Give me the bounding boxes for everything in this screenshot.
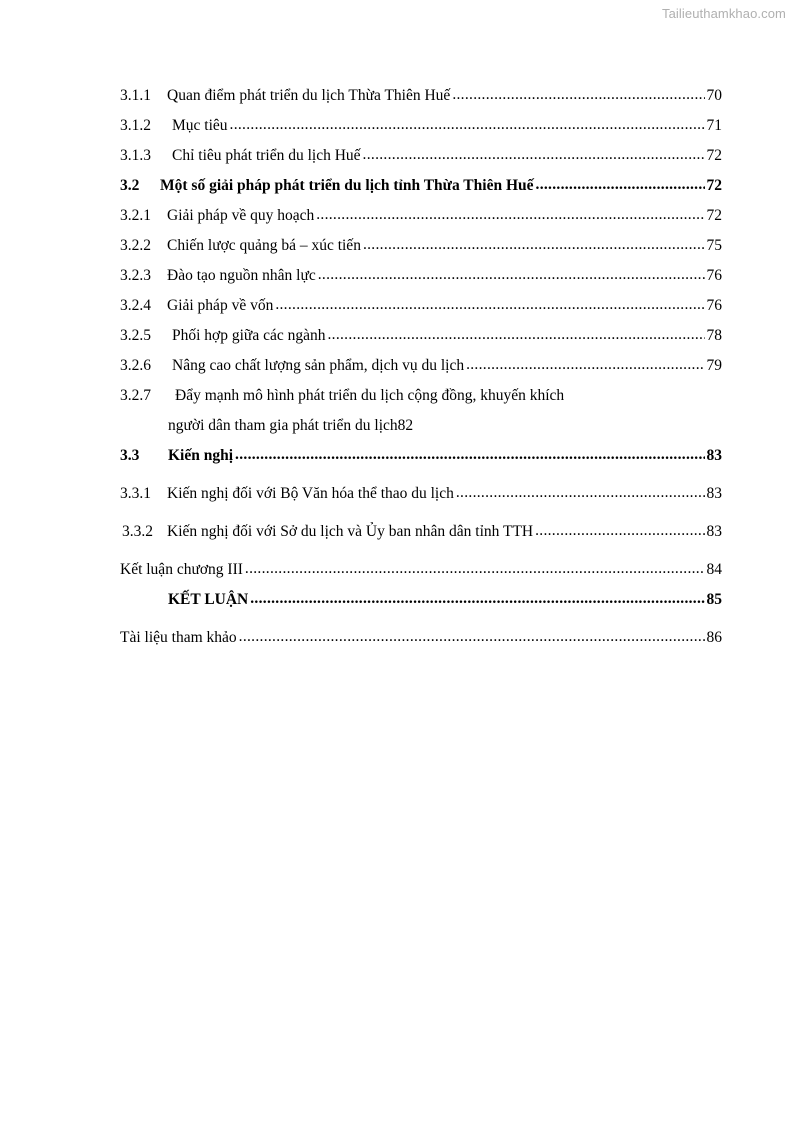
toc-entry-3-3-2[interactable] bbox=[122, 520, 722, 542]
toc-entry-page: 72 bbox=[706, 147, 722, 164]
dot-leader bbox=[327, 325, 704, 345]
dot-leader bbox=[250, 589, 704, 609]
toc-entry-title: KẾT LUẬN bbox=[168, 591, 249, 608]
toc-entry-page: 70 bbox=[706, 87, 722, 104]
toc-entry-page: 83 bbox=[706, 447, 722, 464]
toc-entry-number: 3.2.5 bbox=[120, 327, 151, 344]
toc-entry-page: 83 bbox=[706, 523, 722, 540]
dot-leader bbox=[452, 85, 704, 105]
dot-leader bbox=[535, 521, 704, 541]
toc-entry-number: 3.2.3 bbox=[120, 267, 151, 284]
toc-entry-page: 71 bbox=[706, 117, 722, 134]
toc-entry-page: 79 bbox=[706, 357, 722, 374]
toc-entry-title: Kết luận chương III bbox=[120, 561, 243, 578]
watermark-text: Tailieuthamkhao.com bbox=[661, 6, 786, 21]
dot-leader bbox=[245, 559, 705, 579]
toc-entry-title: Quan điểm phát triển du lịch Thừa Thiên Huế bbox=[167, 87, 451, 104]
toc-entry-3-2-6[interactable] bbox=[120, 354, 722, 376]
toc-entry-3-2-5[interactable] bbox=[120, 324, 722, 346]
dot-leader bbox=[536, 175, 705, 195]
toc-entry-3-1-3[interactable] bbox=[120, 144, 722, 166]
toc-entry-page: 84 bbox=[706, 561, 722, 578]
toc-entry-number: 3.2.2 bbox=[120, 237, 151, 254]
toc-entry-title: Mục tiêu bbox=[172, 117, 228, 134]
toc-entry-3-2[interactable] bbox=[120, 174, 722, 196]
toc-entry-page: 83 bbox=[706, 485, 722, 502]
toc-entry-page: 85 bbox=[706, 591, 722, 608]
toc-entry-page: 78 bbox=[706, 327, 722, 344]
toc-entry-3-2-4[interactable] bbox=[120, 294, 722, 316]
toc-entry-3-3[interactable] bbox=[120, 444, 722, 466]
toc-entry-conclusion[interactable] bbox=[168, 588, 722, 610]
toc-entry-title: Chỉ tiêu phát triển du lịch Huế bbox=[172, 147, 361, 164]
toc-entry-3-3-1[interactable] bbox=[120, 482, 722, 504]
toc-entry-3-1-1[interactable] bbox=[120, 84, 722, 106]
toc-entry-title: Chiến lược quảng bá – xúc tiến bbox=[167, 237, 361, 254]
dot-leader bbox=[456, 483, 705, 503]
toc-entry-title: Đẩy mạnh mô hình phát triển du lịch cộng đồng, khuyến khích bbox=[175, 387, 565, 404]
toc-entry-number: 3.1.2 bbox=[120, 117, 151, 134]
toc-entry-number: 3.3.2 bbox=[122, 523, 153, 540]
toc-entry-page: 76 bbox=[706, 297, 722, 314]
toc-entry-number: 3.2.4 bbox=[120, 297, 151, 314]
toc-entry-title: Giải pháp về quy hoạch bbox=[167, 207, 315, 224]
toc-entry-page: 72 bbox=[706, 177, 722, 194]
dot-leader bbox=[230, 115, 705, 135]
toc-entry-page: 82 bbox=[397, 417, 414, 434]
dot-leader bbox=[275, 295, 704, 315]
dot-leader bbox=[318, 265, 705, 285]
dot-leader bbox=[363, 145, 705, 165]
toc-entry-number: 3.2.1 bbox=[120, 207, 151, 224]
toc-entry-page: 76 bbox=[706, 267, 722, 284]
toc-entry-number: 3.2 bbox=[120, 177, 140, 194]
toc-entry-title: Nâng cao chất lượng sản phẩm, dịch vụ du lịch bbox=[172, 357, 465, 374]
toc-entry-3-2-3[interactable] bbox=[120, 264, 722, 286]
toc-entry-number: 3.2.6 bbox=[120, 357, 151, 374]
toc-entry-page: 75 bbox=[706, 237, 722, 254]
toc-entry-3-2-7-continuation[interactable] bbox=[168, 414, 722, 436]
toc-entry-title: Tài liệu tham khảo bbox=[120, 629, 237, 646]
toc-entry-number: 3.1.1 bbox=[120, 87, 151, 104]
toc-entry-number: 3.2.7 bbox=[120, 387, 151, 404]
dot-leader bbox=[235, 445, 704, 465]
toc-entry-page: 72 bbox=[706, 207, 722, 224]
toc-entry-title-continuation: người dân tham gia phát triển du lịch bbox=[168, 417, 398, 434]
toc-entry-chapter-conclusion[interactable] bbox=[120, 558, 722, 580]
toc-entry-number: 3.3 bbox=[120, 447, 140, 464]
toc-entry-title: Đào tạo nguồn nhân lực bbox=[167, 267, 316, 284]
toc-entry-3-1-2[interactable] bbox=[120, 114, 722, 136]
toc-entry-number: 3.1.3 bbox=[120, 147, 151, 164]
toc-entry-title: Một số giải pháp phát triển du lịch tỉnh Thừa Thiên Huế bbox=[160, 177, 534, 194]
toc-entry-page: 86 bbox=[706, 629, 722, 646]
dot-leader bbox=[466, 355, 704, 375]
toc-entry-title: Kiến nghị đối với Sở du lịch và Ủy ban nhân dân tỉnh TTH bbox=[167, 523, 534, 540]
toc-entry-number: 3.3.1 bbox=[120, 485, 151, 502]
dot-leader bbox=[239, 627, 705, 647]
toc-entry-title: Kiến nghị bbox=[168, 447, 234, 464]
toc-entry-title: Kiến nghị đối với Bộ Văn hóa thể thao du lịch bbox=[167, 485, 454, 502]
toc-entry-title: Giải pháp về vốn bbox=[167, 297, 274, 314]
dot-leader bbox=[316, 205, 704, 225]
toc-entry-3-2-7[interactable] bbox=[120, 384, 722, 406]
toc-entry-references[interactable] bbox=[120, 626, 722, 648]
dot-leader bbox=[363, 235, 705, 255]
toc-entry-3-2-2[interactable] bbox=[120, 234, 722, 256]
toc-entry-title: Phối hợp giữa các ngành bbox=[172, 327, 326, 344]
toc-entry-3-2-1[interactable] bbox=[120, 204, 722, 226]
